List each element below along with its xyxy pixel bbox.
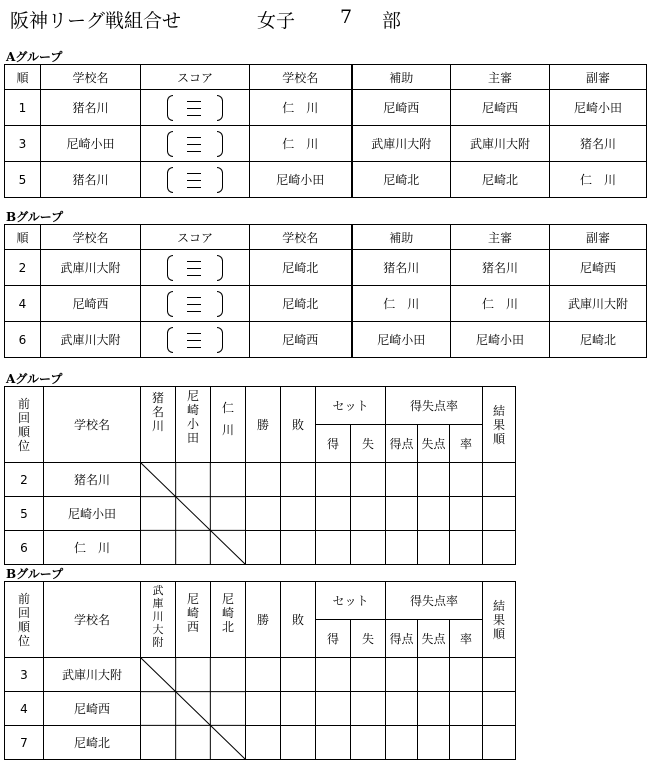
loss bbox=[281, 531, 316, 565]
header-set-won: 得 bbox=[316, 425, 351, 463]
schedule-b-row bbox=[5, 250, 647, 286]
header-ratio: 率 bbox=[450, 620, 483, 658]
set-won bbox=[316, 726, 351, 760]
header-point-ratio: 得失点率 bbox=[386, 387, 483, 425]
win bbox=[246, 658, 281, 692]
ratio bbox=[450, 692, 483, 726]
chief-referee: 武庫川大附 bbox=[451, 126, 550, 162]
schedule-a-header-row bbox=[5, 65, 647, 90]
league-a-row bbox=[5, 497, 516, 531]
header-points-lost: 失点 bbox=[418, 425, 450, 463]
header-points-won: 得点 bbox=[386, 620, 418, 658]
league-a-table bbox=[4, 386, 516, 565]
title-gender: 女子 bbox=[257, 10, 296, 32]
sub-referee: 尼崎小田 bbox=[550, 90, 647, 126]
school: 猪名川 bbox=[44, 463, 141, 497]
league-b-row bbox=[5, 726, 516, 760]
school2: 仁 川 bbox=[250, 90, 352, 126]
prev-rank: 4 bbox=[5, 692, 44, 726]
assist: 武庫川大附 bbox=[352, 126, 451, 162]
chief-referee: 尼崎西 bbox=[451, 90, 550, 126]
sub-referee: 武庫川大附 bbox=[550, 286, 647, 322]
header-order: 順 bbox=[5, 65, 41, 90]
order: 6 bbox=[5, 322, 41, 358]
schedule-a-row bbox=[5, 126, 647, 162]
points-won bbox=[386, 497, 418, 531]
chief-referee: 尼崎北 bbox=[451, 162, 550, 198]
header-assist: 補助 bbox=[352, 65, 451, 90]
score-bracket bbox=[161, 325, 229, 355]
title-division-number: 7 bbox=[340, 6, 353, 28]
ratio bbox=[450, 531, 483, 565]
league-b-row bbox=[5, 658, 516, 692]
league-a-row bbox=[5, 531, 516, 565]
group-a-label: Aグループ bbox=[6, 50, 63, 64]
result bbox=[483, 463, 516, 497]
win bbox=[246, 531, 281, 565]
score-cell bbox=[141, 126, 250, 162]
schedule-a-row bbox=[5, 90, 647, 126]
set-won bbox=[316, 658, 351, 692]
sub-referee: 仁 川 bbox=[550, 162, 647, 198]
header-school: 学校名 bbox=[44, 582, 141, 658]
diagonal-cells bbox=[141, 463, 246, 565]
order: 3 bbox=[5, 126, 41, 162]
ratio bbox=[450, 497, 483, 531]
score-bracket bbox=[161, 129, 229, 159]
schedule-b-table bbox=[4, 224, 647, 358]
header-sub: 副審 bbox=[550, 65, 647, 90]
header-school: 学校名 bbox=[44, 387, 141, 463]
schedule-b-header-row bbox=[5, 225, 647, 250]
win bbox=[246, 463, 281, 497]
header-sets: セット bbox=[316, 387, 386, 425]
order: 4 bbox=[5, 286, 41, 322]
points-won bbox=[386, 531, 418, 565]
school: 武庫川大附 bbox=[44, 658, 141, 692]
result bbox=[483, 531, 516, 565]
order: 5 bbox=[5, 162, 41, 198]
prev-rank: 7 bbox=[5, 726, 44, 760]
points-lost bbox=[418, 692, 450, 726]
header-order: 順 bbox=[5, 225, 41, 250]
score-bracket bbox=[161, 93, 229, 123]
schedule-a-table bbox=[4, 64, 647, 198]
sub-referee: 猪名川 bbox=[550, 126, 647, 162]
win bbox=[246, 726, 281, 760]
league-a-row bbox=[5, 463, 516, 497]
header-opponent-1: 猪名川 bbox=[141, 387, 176, 463]
header-prev-rank: 前回順位 bbox=[5, 387, 44, 463]
header-opponent-3: 尼崎北 bbox=[211, 582, 246, 658]
league-a-label: Aグループ bbox=[6, 372, 63, 386]
ratio bbox=[450, 463, 483, 497]
result bbox=[483, 658, 516, 692]
school2: 仁 川 bbox=[250, 126, 352, 162]
schedule-b-row bbox=[5, 286, 647, 322]
header-loss: 敗 bbox=[281, 582, 316, 658]
points-won bbox=[386, 692, 418, 726]
win bbox=[246, 497, 281, 531]
league-b-row bbox=[5, 692, 516, 726]
school1: 尼崎西 bbox=[41, 286, 141, 322]
school1: 猪名川 bbox=[41, 90, 141, 126]
points-lost bbox=[418, 463, 450, 497]
points-won bbox=[386, 658, 418, 692]
set-won bbox=[316, 497, 351, 531]
ratio bbox=[450, 658, 483, 692]
header-prev-rank: 前回順位 bbox=[5, 582, 44, 658]
score-cell bbox=[141, 90, 250, 126]
sub-referee: 尼崎西 bbox=[550, 250, 647, 286]
loss bbox=[281, 497, 316, 531]
header-win: 勝 bbox=[246, 387, 281, 463]
ratio bbox=[450, 726, 483, 760]
set-lost bbox=[351, 726, 386, 760]
league-b-table bbox=[4, 581, 516, 760]
header-set-lost: 失 bbox=[351, 620, 386, 658]
header-assist: 補助 bbox=[352, 225, 451, 250]
header-result: 結果順 bbox=[483, 387, 516, 463]
loss bbox=[281, 463, 316, 497]
prev-rank: 5 bbox=[5, 497, 44, 531]
score-bracket bbox=[161, 289, 229, 319]
school: 仁 川 bbox=[44, 531, 141, 565]
school: 尼崎小田 bbox=[44, 497, 141, 531]
order: 1 bbox=[5, 90, 41, 126]
set-won bbox=[316, 531, 351, 565]
prev-rank: 6 bbox=[5, 531, 44, 565]
school1: 武庫川大附 bbox=[41, 250, 141, 286]
title-division-label: 部 bbox=[382, 10, 402, 32]
header-ratio: 率 bbox=[450, 425, 483, 463]
points-won bbox=[386, 726, 418, 760]
diagonal-cells bbox=[141, 658, 246, 760]
header-school2: 学校名 bbox=[250, 65, 352, 90]
prev-rank: 2 bbox=[5, 463, 44, 497]
school2: 尼崎北 bbox=[250, 286, 352, 322]
loss bbox=[281, 692, 316, 726]
score-cell bbox=[141, 162, 250, 198]
assist: 尼崎小田 bbox=[352, 322, 451, 358]
assist: 尼崎西 bbox=[352, 90, 451, 126]
school1: 武庫川大附 bbox=[41, 322, 141, 358]
header-sub: 副審 bbox=[550, 225, 647, 250]
header-result: 結果順 bbox=[483, 582, 516, 658]
win bbox=[246, 692, 281, 726]
points-lost bbox=[418, 497, 450, 531]
set-lost bbox=[351, 658, 386, 692]
school: 尼崎北 bbox=[44, 726, 141, 760]
result bbox=[483, 692, 516, 726]
title-main: 阪神リーグ戦組合せ bbox=[10, 10, 182, 32]
header-points-won: 得点 bbox=[386, 425, 418, 463]
school1: 尼崎小田 bbox=[41, 126, 141, 162]
group-b-label: Bグループ bbox=[6, 210, 64, 224]
school2: 尼崎北 bbox=[250, 250, 352, 286]
header-school1: 学校名 bbox=[41, 225, 141, 250]
set-lost bbox=[351, 497, 386, 531]
diagonal-line bbox=[141, 658, 245, 759]
header-points-lost: 失点 bbox=[418, 620, 450, 658]
score-cell bbox=[141, 322, 250, 358]
chief-referee: 尼崎小田 bbox=[451, 322, 550, 358]
prev-rank: 3 bbox=[5, 658, 44, 692]
league-b-label: Bグループ bbox=[6, 567, 64, 581]
header-win: 勝 bbox=[246, 582, 281, 658]
loss bbox=[281, 726, 316, 760]
header-point-ratio: 得失点率 bbox=[386, 582, 483, 620]
set-won bbox=[316, 692, 351, 726]
header-score: スコア bbox=[141, 65, 250, 90]
loss bbox=[281, 658, 316, 692]
order: 2 bbox=[5, 250, 41, 286]
header-opponent-1: 武庫川大附 bbox=[141, 582, 176, 658]
set-won bbox=[316, 463, 351, 497]
chief-referee: 猪名川 bbox=[451, 250, 550, 286]
score-cell bbox=[141, 286, 250, 322]
page-title bbox=[10, 6, 650, 30]
points-lost bbox=[418, 658, 450, 692]
assist: 猪名川 bbox=[352, 250, 451, 286]
set-lost bbox=[351, 531, 386, 565]
header-chief: 主審 bbox=[451, 65, 550, 90]
points-lost bbox=[418, 531, 450, 565]
header-opponent-3: 仁川 bbox=[211, 387, 246, 463]
header-school2: 学校名 bbox=[250, 225, 352, 250]
school: 尼崎西 bbox=[44, 692, 141, 726]
header-set-lost: 失 bbox=[351, 425, 386, 463]
set-lost bbox=[351, 463, 386, 497]
school2: 尼崎小田 bbox=[250, 162, 352, 198]
header-school1: 学校名 bbox=[41, 65, 141, 90]
diagonal-line bbox=[141, 463, 245, 564]
points-won bbox=[386, 463, 418, 497]
school2: 尼崎西 bbox=[250, 322, 352, 358]
score-bracket bbox=[161, 253, 229, 283]
schedule-a-row bbox=[5, 162, 647, 198]
header-chief: 主審 bbox=[451, 225, 550, 250]
header-sets: セット bbox=[316, 582, 386, 620]
header-score: スコア bbox=[141, 225, 250, 250]
header-set-won: 得 bbox=[316, 620, 351, 658]
sub-referee: 尼崎北 bbox=[550, 322, 647, 358]
assist: 尼崎北 bbox=[352, 162, 451, 198]
schedule-b-row bbox=[5, 322, 647, 358]
assist: 仁 川 bbox=[352, 286, 451, 322]
chief-referee: 仁 川 bbox=[451, 286, 550, 322]
result bbox=[483, 497, 516, 531]
header-opponent-2: 尼崎小田 bbox=[176, 387, 211, 463]
points-lost bbox=[418, 726, 450, 760]
header-loss: 敗 bbox=[281, 387, 316, 463]
score-bracket bbox=[161, 165, 229, 195]
set-lost bbox=[351, 692, 386, 726]
result bbox=[483, 726, 516, 760]
school1: 猪名川 bbox=[41, 162, 141, 198]
score-cell bbox=[141, 250, 250, 286]
header-opponent-2: 尼崎西 bbox=[176, 582, 211, 658]
